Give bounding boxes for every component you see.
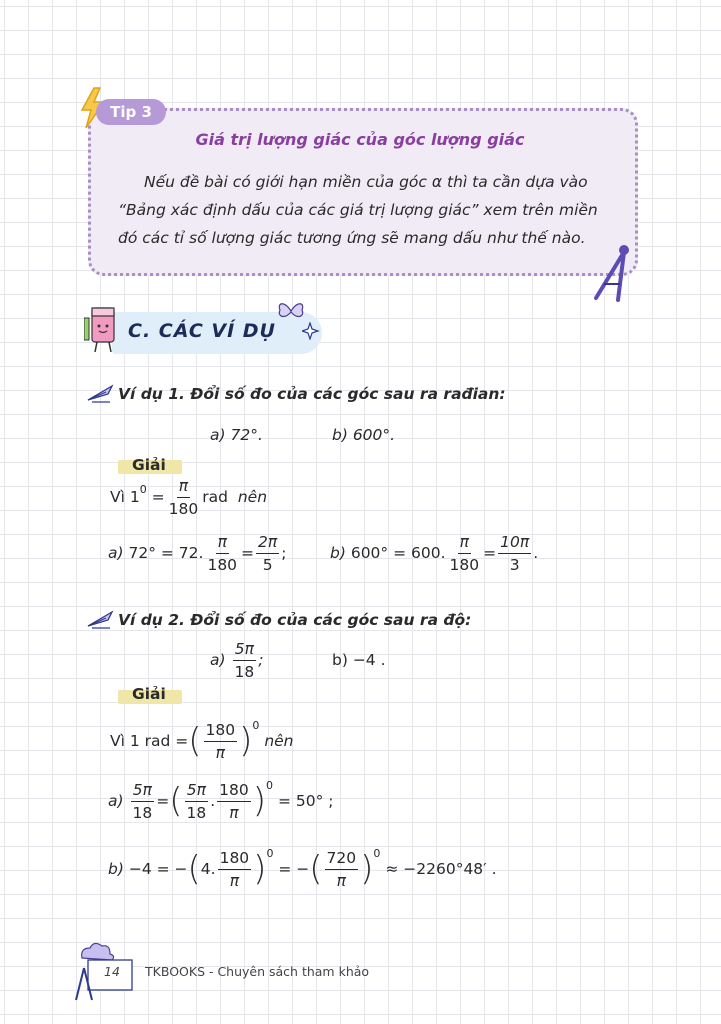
example-1-part-a: a) 72°.: [210, 426, 263, 444]
text: nên: [264, 732, 294, 750]
label: b): [330, 544, 346, 562]
paren: (: [187, 849, 201, 889]
paren: ): [239, 721, 253, 761]
fraction: [204, 720, 238, 763]
text: Vì 1 rad =: [110, 732, 189, 750]
feather-pen-icon: [86, 608, 116, 630]
text: ;: [281, 544, 287, 562]
fraction: [205, 532, 239, 575]
numerator: 180: [204, 720, 238, 742]
text: 600° = 600.: [350, 544, 446, 562]
equals: =: [156, 792, 170, 810]
numerator: π: [458, 532, 471, 554]
text: ≈ −2260°48′ .: [385, 860, 497, 878]
degree-sup: 0: [266, 846, 274, 860]
example-2-title: Ví dụ 2. Đổi số đo của các góc sau ra độ:: [118, 611, 472, 629]
example-2-part-a: [210, 637, 263, 683]
denominator: 18: [234, 662, 255, 681]
paren: (: [309, 849, 323, 889]
tip-badge: Tip 3: [96, 99, 166, 125]
example-2-part-b: b) −4 .: [332, 651, 386, 669]
text: 72° = 72.: [128, 544, 204, 562]
paren: ): [360, 849, 374, 889]
fraction: [218, 848, 252, 891]
cloud-icon: [82, 943, 114, 960]
fraction: [498, 532, 531, 575]
tip-body: [118, 168, 608, 252]
label: a): [108, 544, 124, 562]
section-title: C. CÁC VÍ DỤ: [128, 320, 276, 342]
paren: ): [253, 849, 267, 889]
example-2-line-2: [108, 775, 334, 827]
example-1-title: Ví dụ 1. Đổi số đo của các góc sau ra rađian:: [118, 385, 506, 403]
fraction: [184, 780, 208, 823]
tip-title: Giá trị lượng giác của góc lượng giác: [195, 130, 525, 149]
denominator: π: [336, 871, 347, 890]
denominator: 180: [449, 555, 480, 574]
denominator: 18: [132, 803, 153, 822]
paren: ): [252, 781, 267, 821]
paren: (: [188, 721, 202, 761]
equals: =: [483, 544, 497, 562]
example-1-line-1: [110, 474, 267, 520]
numerator: 180: [218, 848, 252, 870]
denominator: 3: [509, 555, 520, 574]
fraction: [217, 780, 251, 823]
denominator: π: [229, 803, 239, 822]
numerator: π: [177, 476, 190, 498]
label: a): [108, 792, 124, 810]
numerator: 180: [217, 780, 251, 802]
numerator: 5π: [233, 639, 256, 661]
equals: =: [241, 544, 255, 562]
degree-sup: 0: [252, 718, 260, 732]
denominator: 18: [186, 803, 207, 822]
pencil-character-icon: [84, 300, 124, 356]
tip-body-line: “Bảng xác định dấu của các giá trị lượng giác” xem trên miền: [118, 201, 598, 219]
fraction: [232, 639, 256, 682]
numerator: 720: [325, 848, 359, 870]
fraction: [325, 848, 359, 891]
text: 1: [129, 488, 140, 506]
numerator: 2π: [256, 532, 279, 554]
numerator: π: [216, 532, 229, 554]
numerator: 5π: [185, 780, 208, 802]
equals: =: [151, 488, 165, 506]
fraction: [167, 476, 201, 519]
label: a): [210, 651, 226, 669]
tip-body-line: Nếu đề bài có giới hạn miền của góc α thì ta cần dựa vào: [144, 173, 588, 191]
example-1-line-2b: [330, 530, 538, 576]
example-2-line-3: [108, 843, 497, 895]
text: 4.: [200, 860, 216, 878]
feather-pen-icon: [86, 382, 116, 404]
text: Vì: [110, 488, 125, 506]
example-2-line-1: [110, 715, 294, 767]
text: ;: [258, 651, 264, 669]
denominator: 180: [207, 555, 238, 574]
example-1-part-b: b) 600°.: [332, 426, 396, 444]
text: nên: [237, 488, 268, 506]
solution-label: Giải: [132, 685, 166, 703]
text: = 50° ;: [277, 792, 334, 810]
label: b): [108, 860, 124, 878]
sparkle-icon: [302, 322, 322, 340]
tip-body-line: đó các tỉ số lượng giác tương ứng sẽ mang dấu như thế nào.: [118, 229, 586, 247]
butterfly-icon: [276, 298, 306, 324]
solution-label: Giải: [132, 456, 166, 474]
numerator: 5π: [131, 780, 154, 802]
paren: (: [169, 781, 183, 821]
text: .: [210, 792, 216, 810]
footer-text: TKBOOKS - Chuyên sách tham khảo: [145, 964, 370, 979]
text: = −: [278, 860, 310, 878]
fraction: [256, 532, 279, 575]
denominator: π: [229, 871, 240, 890]
fraction: [130, 780, 154, 823]
denominator: 180: [168, 499, 199, 518]
compass-icon: [588, 240, 638, 304]
example-1-line-2a: [108, 530, 286, 576]
unit: rad: [202, 488, 228, 506]
degree-sup: 0: [266, 778, 274, 792]
page-number: 14: [104, 964, 120, 979]
denominator: 5: [262, 555, 273, 574]
denominator: π: [215, 743, 225, 762]
fraction: [448, 532, 482, 575]
text: −4 = −: [128, 860, 188, 878]
degree-sup: 0: [139, 482, 147, 496]
degree-sup: 0: [373, 846, 381, 860]
numerator: 10π: [498, 532, 531, 554]
text: .: [533, 544, 539, 562]
